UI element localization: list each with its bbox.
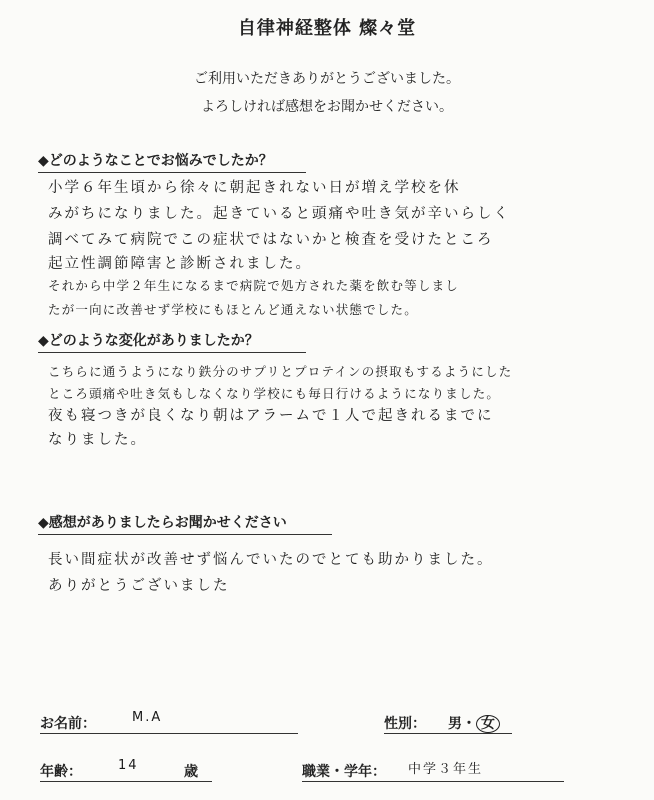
question-1-label: ◆どのようなことでお悩みでしたか？ [38,150,306,173]
age-value: 14 [118,758,139,773]
answer-1-line-5: それから中学２年生になるまで病院で処方された薬を飲む等しまし [48,278,460,293]
answer-1-line-4: 起立性調節障害と診断されました。 [48,256,312,272]
job-label: 職業・学年： [302,764,386,780]
answer-2-line-3: 夜も寝つきが良くなり朝はアラームで１人で起きれるまでに [48,408,494,424]
name-label: お名前： [40,716,96,732]
age-underline [40,781,212,782]
answer-1-line-6: たが一向に改善せず学校にもほとんど通えない状態でした。 [48,302,418,317]
gender-underline [384,733,512,734]
gender-options [448,713,500,733]
age-label: 年齢： [40,764,82,780]
job-underline [302,781,564,782]
clinic-title: 自律神経整体 燦々堂 [237,18,417,39]
answer-1-line-2: みがちになりました。起きていると頭痛や吐き気が辛いらしく [48,206,510,222]
answer-2-line-2: ところ頭痛や吐き気もしなくなり学校にも毎日行けるようになりました。 [48,386,501,401]
intro-line-1: ご利用いただきありがとうございました。 [194,71,460,87]
question-2-label: ◆どのような変化がありましたか？ [38,330,306,353]
answer-1-line-3: 調べてみて病院でこの症状ではないかと検査を受けたところ [48,232,494,248]
gender-separator: ・ [462,716,476,732]
age-unit: 歳 [184,764,198,780]
answer-3-line-1: 長い間症状が改善せず悩んでいたのでとても助かりました。 [48,552,494,568]
gender-female-circled: 女 [476,715,500,733]
intro-line-2: よろしければ感想をお聞かせください。 [201,99,453,115]
question-3-label: ◆感想がありましたらお聞かせください [38,512,332,535]
gender-label: 性別： [384,716,426,732]
name-value: M.A [132,710,163,725]
gender-male: 男 [448,716,462,732]
answer-2-line-1: こちらに通うようになり鉄分のサプリとプロテインの摂取もするようにした [48,364,513,379]
answer-1-line-1: 小学６年生頃から徐々に朝起きれない日が増え学校を休 [48,180,461,196]
answer-3-line-2: ありがとうございました [48,578,230,594]
job-value: 中学３年生 [408,762,484,777]
name-underline [40,733,298,734]
answer-2-line-4: なりました。 [48,432,147,448]
